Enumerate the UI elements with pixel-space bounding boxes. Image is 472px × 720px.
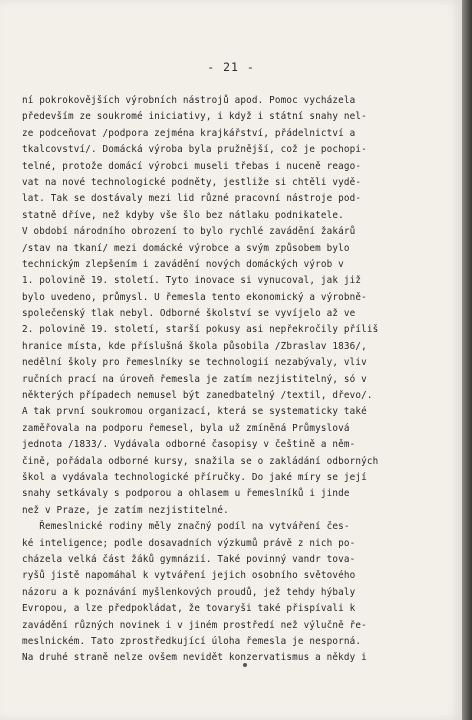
text-line: čině, pořádala odborné kursy, snažila se o zakládání odborných [22, 455, 379, 467]
page-number: - 21 - [207, 60, 255, 74]
text-line: ze podceňovat /podpora zejména krajkářství, přádelnictví a [22, 127, 356, 139]
text-line: statně dříve, než kdyby vše šlo bez nátlaku podnikatele. [22, 209, 344, 221]
text-line: lat. Tak se dostávaly mezi lid různé pracovní nástroje pod- [22, 193, 362, 205]
text-line: ké inteligence; podle dosavadních výzkumů právě z nich po- [22, 537, 356, 549]
text-line: tkalcovství/. Domácká výroba byla pružnější, což je pochopi- [22, 144, 367, 156]
text-line: než v Praze, je zatím nezjistitelné. [22, 504, 229, 516]
text-line: Evropou, a lze předpokládat, že tovaryši také přispívali k [22, 603, 356, 615]
text-line: ní pokrokovějších výrobních nástrojů apod. Pomoc vycházela [22, 95, 356, 106]
text-line: některých případech nemusel být zanedbatelný /textil, dřevo/. [22, 390, 373, 402]
text-line: nedělní školy pro řemeslníky se technologií nezabývaly, vliv [22, 357, 367, 369]
text-line: ručních prací na úroveň řemesla je zatím nezjistitelný, só v [22, 373, 367, 385]
text-line: škol a vydávala technologické příručky. Do jaké míry se její [22, 471, 367, 483]
text-line: Řemeslnické rodiny měly značný podíl na vytváření čes- [22, 521, 350, 533]
text-line: 1. polovině 19. století. Tyto inovace si vynucoval, jak již [22, 275, 362, 287]
text-line: cházela velká část žáků gymnázií. Také povinný vandr tova- [22, 553, 356, 565]
text-line: jednota /1833/. Vydávala odborné časopisy v češtině a něm- [22, 439, 356, 451]
text-line: názoru a k poznávání myšlenkových proudů, jež tehdy hýbaly [22, 586, 356, 598]
text-line: společenský tlak nebyl. Odborné školství se vyvíjelo až ve [22, 308, 356, 320]
ink-dot [243, 663, 247, 667]
text-line: bylo uvedeno, průmysl. U řemesla tento ekonomický a výrobně- [22, 291, 367, 303]
text-line: Na druhé straně nelze ovšem nevidět konzervatismus a někdy i [22, 652, 367, 664]
text-line: V období národního obrození to bylo rychlé zavádění žakárů [22, 226, 356, 238]
text-line: vat na nové technologické podněty, jestliže si chtěli vydě- [22, 176, 362, 188]
text-line: meslnickém. Tato zprostředkující úloha řemesla je nesporná. [22, 635, 362, 647]
text-line: A tak první soukromou organizací, která se systematicky také [22, 406, 367, 418]
text-line: zaměřovala na podporu řemesel, byla už zmíněná Průmyslová [22, 422, 350, 434]
text-line: hranice místa, kde příslušná škola působila /Zbraslav 1836/, [22, 340, 367, 352]
text-line: snahy setkávaly s podporou a ohlasem u řemeslníků i jinde [22, 488, 350, 500]
text-line: 2. polovině 19. století, starší pokusy asi nepřekročily příliš [22, 324, 379, 336]
text-line: technickým zlepšením i zavádění nových domáckých výrob v [22, 258, 344, 270]
text-line: především ze soukromé iniciativy, i když i státní snahy nel- [22, 111, 367, 123]
text-line: zavádění různých novinek i v jiném prostředí než výlučně ře- [22, 619, 367, 631]
text-line: /stav na tkaní/ mezi domácké výrobce a svým způsobem bylo [22, 242, 350, 254]
text-line: ryšů jistě napomáhal k vytváření jejich osobního světového [22, 570, 356, 582]
body-text [22, 93, 432, 667]
book-edge [462, 0, 472, 720]
text-line: telné, protože domácí výrobci museli třebas i nuceně reago- [22, 160, 362, 172]
